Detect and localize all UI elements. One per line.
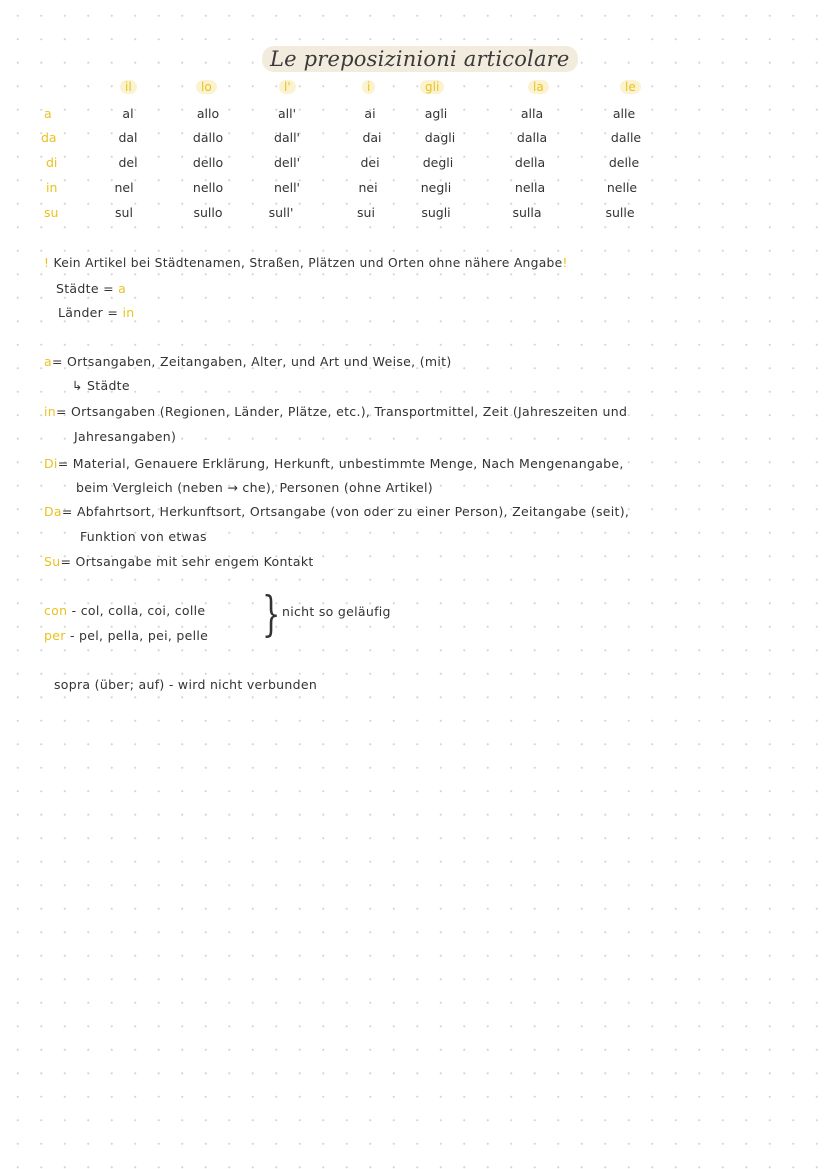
table-cell: sugli	[421, 205, 451, 220]
warning-mark: !	[44, 256, 50, 270]
table-cell: sulla	[512, 205, 542, 220]
usage-su: Su= Ortsangabe mit sehr engem Kontakt	[44, 554, 314, 569]
header-i: i	[362, 80, 375, 94]
table-cell: nel	[114, 180, 134, 195]
usage-da: Da= Abfahrtsort, Herkunftsort, Ortsangabe (von oder zu einer Person), Zeitangabe (seit),	[44, 504, 630, 519]
header-lo: lo	[196, 80, 217, 94]
table-cell: dagli	[424, 130, 456, 145]
sopra-note: sopra (über; auf) - wird nicht verbunden	[54, 677, 318, 692]
table-cell: delle	[608, 155, 640, 170]
table-cell: agli	[424, 106, 448, 121]
row-prep: a	[44, 106, 52, 121]
staedte-rule: Städte = a	[56, 281, 127, 296]
table-cell: sul	[115, 205, 133, 220]
table-cell: nella	[514, 180, 546, 195]
table-cell: sui	[357, 205, 375, 220]
table-cell: negli	[420, 180, 452, 195]
usage-a: a= Ortsangaben, Zeitangaben, Alter, und Art und Weise, (mit)	[44, 354, 452, 369]
table-cell: dalle	[610, 130, 642, 145]
table-cell: allo	[196, 106, 220, 121]
usage-a-line2: ↳ Städte	[72, 378, 130, 393]
table-cell: dello	[192, 155, 224, 170]
per-forms: per - pel, pella, pei, pelle	[44, 628, 209, 643]
table-cell: dall'	[274, 130, 300, 145]
usage-in: in= Ortsangaben (Regionen, Länder, Plätze, etc.), Transportmittel, Zeit (Jahreszeiten und	[44, 404, 628, 419]
row-prep: da	[41, 130, 57, 145]
header-la: la	[528, 80, 549, 94]
usage-da-line2: Funktion von etwas	[80, 529, 207, 544]
table-cell: nei	[358, 180, 378, 195]
table-cell: dai	[362, 130, 382, 145]
table-cell: dalla	[516, 130, 548, 145]
warning-text: Kein Artikel bei Städtenamen, Straßen, Plätzen und Orten ohne nähere Angabe	[53, 256, 563, 270]
table-cell: alla	[520, 106, 544, 121]
header-l-apostrophe: l'	[279, 80, 296, 94]
table-cell: ai	[364, 106, 376, 121]
table-cell: all'	[277, 106, 297, 121]
usage-di: Di= Material, Genauere Erklärung, Herkunft, unbestimmte Menge, Nach Mengenangabe,	[44, 456, 624, 471]
rare-note: nicht so geläufig	[282, 604, 391, 619]
table-cell: nell'	[274, 180, 300, 195]
table-cell: della	[514, 155, 546, 170]
table-cell: nelle	[606, 180, 638, 195]
page-title: Le preposizinioni articolare	[262, 46, 578, 72]
warning-mark-end: !	[562, 256, 568, 270]
header-il: il	[120, 80, 137, 94]
laender-rule: Länder = in	[58, 305, 135, 320]
table-cell: dal	[118, 130, 138, 145]
header-gli: gli	[420, 80, 444, 94]
table-cell: degli	[422, 155, 454, 170]
table-cell: dell'	[273, 155, 301, 170]
table-cell: sulle	[605, 205, 635, 220]
row-prep: in	[46, 180, 58, 195]
table-cell: dei	[360, 155, 380, 170]
warning-note	[44, 256, 568, 270]
table-cell: al	[122, 106, 134, 121]
table-cell: alle	[612, 106, 636, 121]
usage-di-line2: beim Vergleich (neben → che), Personen (ohne Artikel)	[76, 480, 433, 495]
table-cell: del	[118, 155, 138, 170]
row-prep: su	[44, 205, 59, 220]
table-cell: sullo	[193, 205, 223, 220]
usage-in-line2: Jahresangaben)	[74, 429, 177, 444]
table-cell: dallo	[192, 130, 224, 145]
header-le: le	[620, 80, 641, 94]
table-cell: sull'	[268, 205, 294, 220]
brace-icon: }	[262, 586, 281, 642]
row-prep: di	[46, 155, 58, 170]
table-cell: nello	[192, 180, 224, 195]
con-forms: con - col, colla, coi, colle	[44, 603, 206, 618]
